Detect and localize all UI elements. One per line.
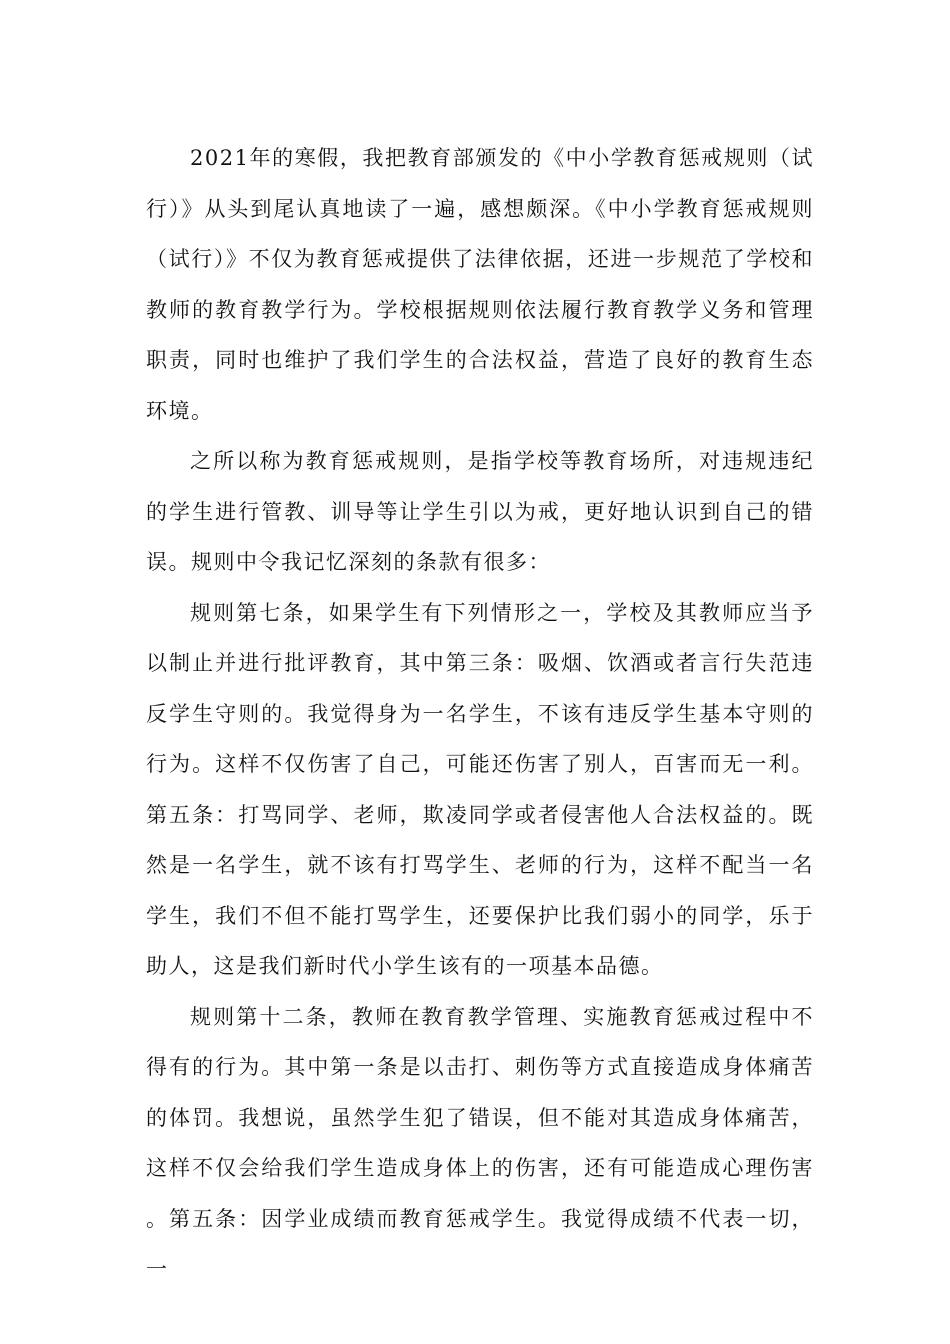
paragraph-article-seven: 规则第七条，如果学生有下列情形之一，学校及其教师应当予以制止并进行批评教育，其中第三条：吸烟、饮酒或者言行失范违反学生守则的。我觉得身为一名学生，不该有违反学生基本守则的行为。这样不仅伤害了自己，可能还伤害了别人，百害而无一利。第五条：打骂同学、老师，欺凌同学或者侵害他人合法权益的。既然是一名学生，就不该有打骂学生、老师的行为，这样不配当一名学生，我们不但不能打骂学生，还要保护比我们弱小的同学，乐于助人，这是我们新时代小学生该有的一项基本品德。 bbox=[146, 600, 814, 978]
body-text bbox=[146, 133, 814, 1295]
paragraph-definition: 之所以称为教育惩戒规则，是指学校等教育场所，对违规违纪的学生进行管教、训导等让学生引以为戒，更好地认识到自己的错误。规则中令我记忆深刻的条款有很多： bbox=[146, 449, 814, 574]
paragraph-article-twelve: 规则第十二条，教师在教育教学管理、实施教育惩戒过程中不得有的行为。其中第一条是以击打、刺伤等方式直接造成身体痛苦的体罚。我想说，虽然学生犯了错误，但不能对其造成身体痛苦，这样不仅会给我们学生造成身体上的伤害，还有可能造成心理伤害。第五条：因学业成绩而教育惩戒学生。我觉得成绩不代表一切，一 bbox=[146, 1004, 814, 1281]
paragraph-intro: 2021年的寒假，我把教育部颁发的《中小学教育惩戒规则（试行）》从头到尾认真地读了一遍，感想颇深。《中小学教育惩戒规则（试行）》不仅为教育惩戒提供了法律依据，还进一步规范了学校和教师的教育教学行为。学校根据规则依法履行教育教学义务和管理职责，同时也维护了我们学生的合法权益，营造了良好的教育生态环境。 bbox=[146, 146, 814, 423]
